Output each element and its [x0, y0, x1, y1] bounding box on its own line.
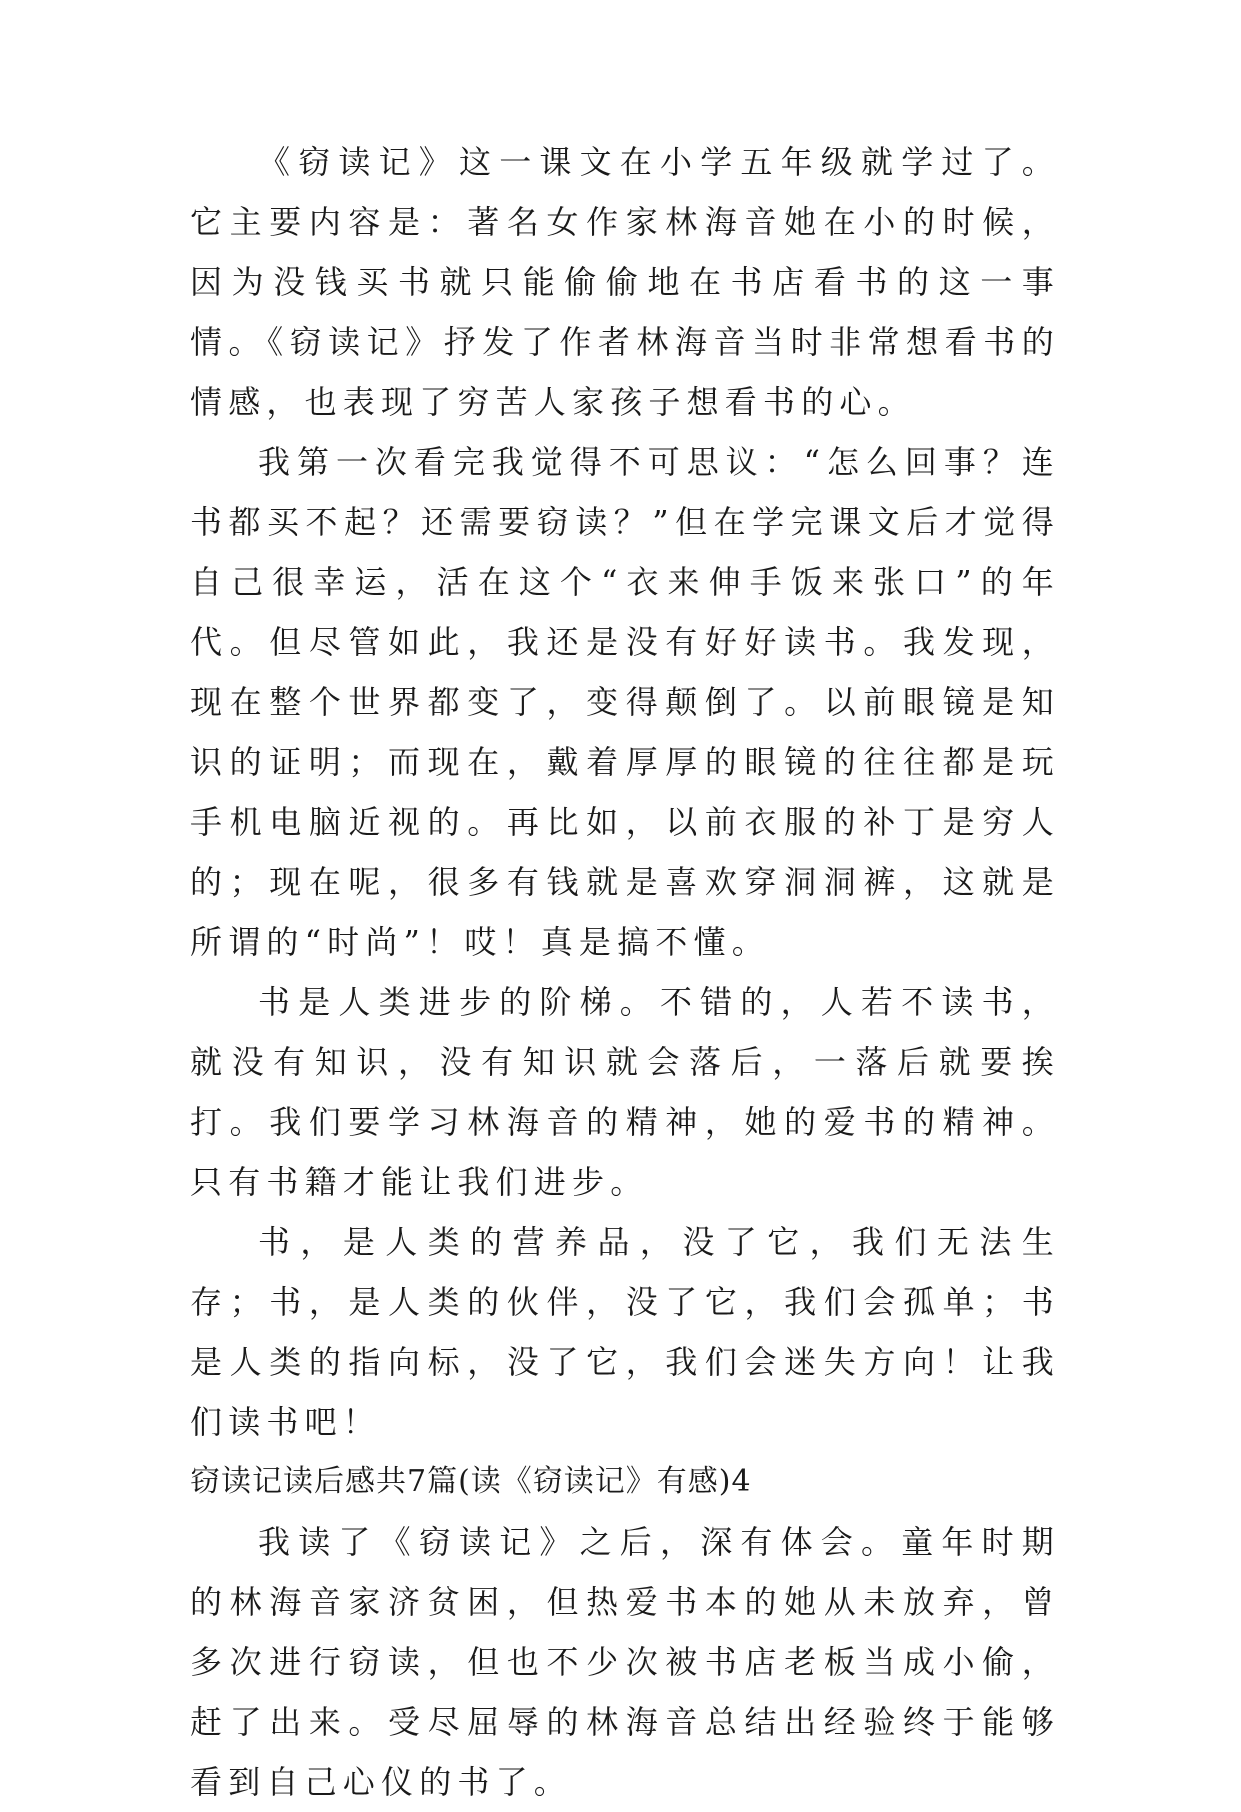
paragraph-5: 我读了《窃读记》之后，深有体会。童年时期的林海音家济贫困，但热爱书本的她从未放弃，曾多次进行窃读，但也不少次被书店老板当成小偷，赶了出来。受尽屈辱的林海音总结出经验终于能够看到自己心仪的书了。 [190, 1523, 1060, 1801]
paragraph-1: 《窃读记》这一课文在小学五年级就学过了。它主要内容是：著名女作家林海音她在小的时候，因为没钱买书就只能偷偷地在书店看书的这一事情。《窃读记》抒发了作者林海音当时非常想看书的情感，也表现了穷苦人家孩子想看书的心。 [190, 143, 1060, 421]
document-page [190, 132, 1060, 1812]
paragraph-4: 书，是人类的营养品，没了它，我们无法生存；书，是人类的伙伴，没了它，我们会孤单；书是人类的指向标，没了它，我们会迷失方向！让我们读书吧！ [190, 1223, 1060, 1441]
paragraph-2: 我第一次看完我觉得不可思议：“怎么回事？连书都买不起？还需要窃读？”但在学完课文后才觉得自己很幸运，活在这个“衣来伸手饭来张口”的年代。但尽管如此，我还是没有好好读书。我发现，现在整个世界都变了，变得颠倒了。以前眼镜是知识的证明；而现在，戴着厚厚的眼镜的往往都是玩手机电脑近视的。再比如，以前衣服的补丁是穷人的；现在呢，很多有钱就是喜欢穿洞洞裤，这就是所谓的“时尚”！哎！真是搞不懂。 [190, 443, 1060, 961]
section-heading: 窃读记读后感共7篇(读《窃读记》有感)4 [190, 1464, 752, 1499]
paragraph-3: 书是人类进步的阶梯。不错的，人若不读书，就没有知识，没有知识就会落后，一落后就要挨打。我们要学习林海音的精神，她的爱书的精神。只有书籍才能让我们进步。 [190, 983, 1060, 1201]
